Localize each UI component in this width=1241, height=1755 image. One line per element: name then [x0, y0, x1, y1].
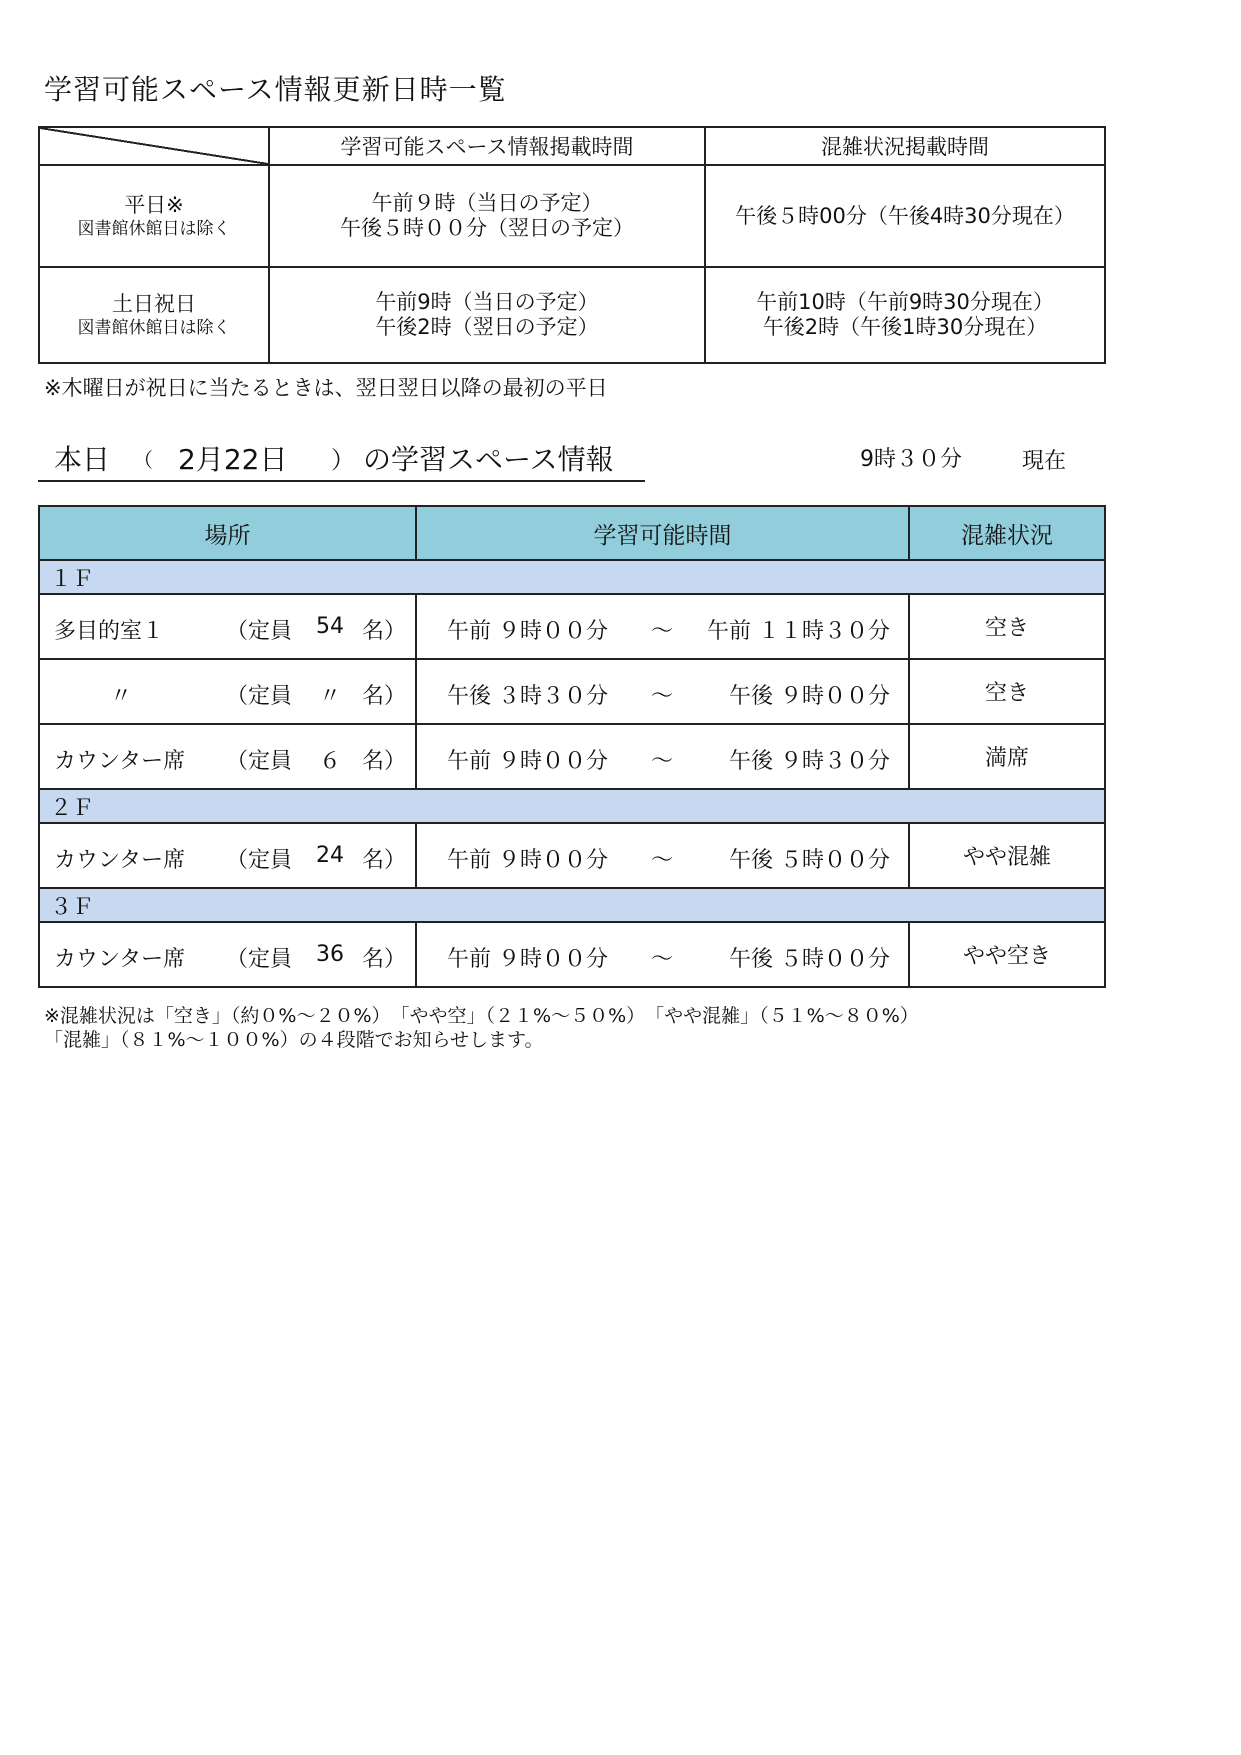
space-row: [39, 659, 1105, 724]
place-wrap: [40, 725, 415, 788]
status-cell: 空き: [909, 659, 1105, 724]
capacity-label: 定員: [248, 848, 293, 873]
header-status: 混雑状況: [909, 506, 1105, 560]
hours-wrap: [417, 824, 908, 887]
capacity-value: ６: [318, 749, 341, 774]
start-time: 午後 ３時３０分: [447, 684, 608, 709]
capacity-label: 定員: [248, 619, 293, 644]
crowd-post-time: 午前10時（午前9時30分現在）: [756, 290, 1054, 314]
capacity-unit: 名）: [362, 684, 407, 709]
floor-label: ３Ｆ: [39, 888, 1105, 922]
footnote: [44, 1004, 919, 1052]
footnote-line: ※混雑状況は「空き」（約０%～２０%） 「やや空」（２１%～５０%） 「やや混雑」（５１%～８０%）: [44, 1005, 919, 1027]
floor-row: [39, 789, 1105, 823]
space-post-times: [269, 267, 705, 363]
start-time: 午前 ９時００分: [447, 619, 608, 644]
place-cell: [39, 724, 416, 789]
end-time: 午後 ９時００分: [729, 684, 890, 709]
place-wrap: [40, 824, 415, 887]
footnote-line: 「混雑」（８１%～１００%）の４段階でお知らせします。: [44, 1029, 544, 1051]
header-place: 場所: [39, 506, 416, 560]
start-time: 午前 ９時００分: [447, 749, 608, 774]
today-open-paren: （: [133, 448, 153, 472]
hours-cell: [416, 659, 909, 724]
hours-cell: [416, 823, 909, 888]
space-post-time: 午前9時（当日の予定）: [375, 290, 599, 314]
hours-cell: [416, 724, 909, 789]
place-wrap: [40, 595, 415, 658]
schedule-row-weekday: [39, 165, 1105, 267]
space-header-row: [39, 506, 1105, 560]
capacity-label: 定員: [248, 684, 293, 709]
place-name: カウンター席: [54, 947, 186, 972]
start-time: 午前 ９時００分: [447, 848, 608, 873]
header-hours: 学習可能時間: [416, 506, 909, 560]
status-cell: 満席: [909, 724, 1105, 789]
place-cell: [39, 823, 416, 888]
diagonal-header-cell: [39, 127, 269, 165]
schedule-row-label: [39, 165, 269, 267]
capacity-label: 定員: [248, 947, 293, 972]
space-post-time: 午後５時００分（翌日の予定）: [340, 216, 634, 240]
end-time: 午後 ５時００分: [729, 947, 890, 972]
capacity-value: 54: [316, 614, 344, 639]
place-name: カウンター席: [54, 848, 186, 873]
range-tilde: ～: [651, 619, 674, 644]
capacity-open-paren: （: [226, 684, 249, 709]
capacity-value: 24: [316, 843, 344, 868]
capacity-unit: 名）: [362, 619, 407, 644]
hours-wrap: [417, 923, 908, 986]
floor-label: ２Ｆ: [39, 789, 1105, 823]
start-time: 午前 ９時００分: [447, 947, 608, 972]
place-name: 〃: [110, 684, 133, 709]
capacity-open-paren: （: [226, 619, 249, 644]
hours-wrap: [417, 725, 908, 788]
crowd-post-times: [705, 165, 1105, 267]
day-type-label: 平日※: [124, 193, 184, 217]
space-post-time: 午後2時（翌日の予定）: [375, 315, 599, 339]
capacity-open-paren: （: [226, 749, 249, 774]
current-label: 現在: [1022, 449, 1067, 474]
status-cell: やや混雑: [909, 823, 1105, 888]
space-row: [39, 823, 1105, 888]
crowd-post-time: 午後５時00分（午後4時30分現在）: [735, 203, 1075, 228]
schedule-table: [38, 126, 1106, 364]
space-table: [38, 505, 1106, 988]
range-tilde: ～: [651, 848, 674, 873]
space-row: [39, 724, 1105, 789]
today-heading: [38, 438, 645, 482]
capacity-open-paren: （: [226, 848, 249, 873]
end-time: 午後 ９時３０分: [729, 749, 890, 774]
space-post-time: 午前９時（当日の予定）: [371, 191, 603, 215]
capacity-value: 〃: [318, 684, 341, 709]
capacity-unit: 名）: [362, 947, 407, 972]
today-date: 2月22日: [178, 443, 288, 476]
space-row: [39, 594, 1105, 659]
end-time: 午後 ５時００分: [729, 848, 890, 873]
capacity-unit: 名）: [362, 749, 407, 774]
place-wrap: [40, 660, 415, 723]
schedule-row-weekend: [39, 267, 1105, 363]
hours-wrap: [417, 660, 908, 723]
day-type-sub: 図書館休館日は除く: [77, 219, 231, 239]
capacity-value: 36: [316, 942, 344, 967]
current-time: 9時３０分: [860, 447, 962, 472]
place-wrap: [40, 923, 415, 986]
crowd-post-times: [705, 267, 1105, 363]
hours-cell: [416, 922, 909, 987]
place-cell: [39, 922, 416, 987]
range-tilde: ～: [651, 749, 674, 774]
schedule-row-label: [39, 267, 269, 363]
range-tilde: ～: [651, 684, 674, 709]
today-close-paren: ）: [331, 446, 355, 474]
schedule-note: ※木曜日が祝日に当たるときは、翌日翌日以降の最初の平日: [44, 376, 608, 400]
status-cell: 空き: [909, 594, 1105, 659]
floor-row: [39, 888, 1105, 922]
floor-label: １Ｆ: [39, 560, 1105, 594]
capacity-unit: 名）: [362, 848, 407, 873]
crowd-post-time: 午後2時（午後1時30分現在）: [762, 315, 1048, 339]
space-post-times: [269, 165, 705, 267]
today-title: の学習スペース情報: [363, 443, 614, 476]
status-cell: やや空き: [909, 922, 1105, 987]
place-cell: [39, 659, 416, 724]
schedule-header-row: [39, 127, 1105, 165]
capacity-label: 定員: [248, 749, 293, 774]
today-prefix: 本日: [54, 443, 111, 476]
day-type-label: 土日祝日: [112, 292, 196, 316]
place-name: 多目的室１: [54, 619, 165, 644]
schedule-header-crowd: 混雑状況掲載時間: [705, 127, 1105, 165]
floor-row: [39, 560, 1105, 594]
end-time: 午前 １１時３０分: [707, 619, 890, 644]
schedule-title: 学習可能スペース情報更新日時一覧: [44, 73, 507, 106]
range-tilde: ～: [651, 947, 674, 972]
day-type-sub: 図書館休館日は除く: [77, 318, 231, 338]
place-cell: [39, 594, 416, 659]
capacity-open-paren: （: [226, 947, 249, 972]
schedule-header-space: 学習可能スペース情報掲載時間: [269, 127, 705, 165]
hours-cell: [416, 594, 909, 659]
hours-wrap: [417, 595, 908, 658]
space-row: [39, 922, 1105, 987]
place-name: カウンター席: [54, 749, 186, 774]
